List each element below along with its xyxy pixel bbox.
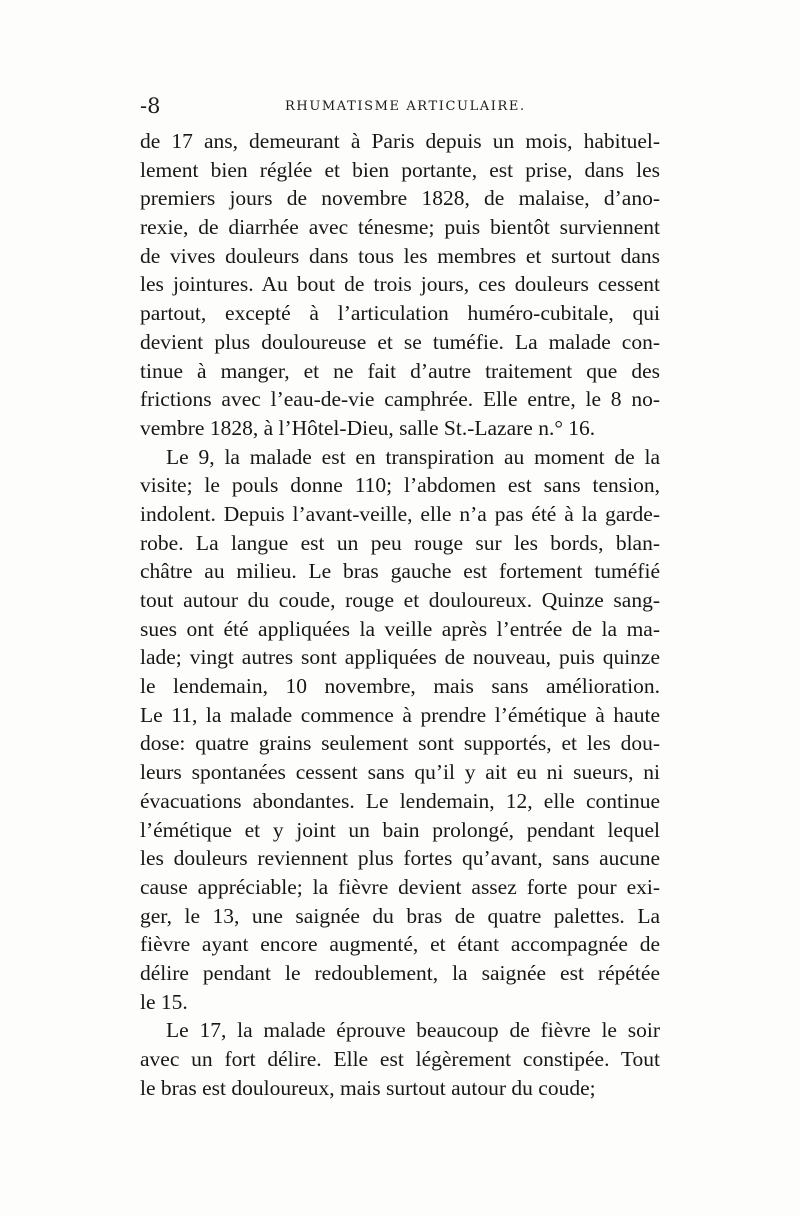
text-line: l’émétique et y joint un bain prolongé, pendant lequel <box>140 817 660 842</box>
text-line: tout autour du coude, rouge et douloureux. Quinze sang- <box>140 588 660 612</box>
text-line: robe. La langue est un peu rouge sur les bords, blan- <box>140 530 660 555</box>
text-line: frictions avec l’eau-de-vie camphrée. Elle entre, le 8 no- <box>140 387 660 412</box>
body-text <box>140 127 660 1102</box>
text-line: évacuations abondantes. Le lendemain, 12, elle continue <box>140 788 660 813</box>
text-line: les douleurs reviennent plus fortes qu’avant, sans aucune <box>140 846 660 871</box>
text-line: indolent. Depuis l’avant-veille, elle n’a pas été à la garde- <box>140 501 660 526</box>
text-line: premiers jours de novembre 1828, de malaise, d’ano- <box>140 186 660 211</box>
text-line: lade; vingt autres sont appliquées de nouveau, puis quinze <box>140 645 660 670</box>
text-line: Le 11, la malade commence à prendre l’émétique à haute <box>140 702 660 727</box>
text-line: de vives douleurs dans tous les membres et surtout dans <box>140 243 660 268</box>
text-line: délire pendant le redoublement, la saignée est répétée <box>140 960 660 985</box>
text-line: rexie, de diarrhée avec ténesme; puis bientôt surviennent <box>140 215 660 240</box>
running-head: RHUMATISME ARTICULAIRE. <box>285 99 526 114</box>
text-line: vembre 1828, à l’Hôtel-Dieu, salle St.-Lazare n.° 16. <box>140 415 596 440</box>
page-number: -8 <box>140 94 161 118</box>
text-line: le 15. <box>140 989 188 1014</box>
paragraph <box>140 127 660 443</box>
text-line: dose: quatre grains seulement sont supportés, et les dou- <box>140 731 660 756</box>
text-line: le bras est douloureux, mais surtout autour du coude; <box>140 1075 596 1100</box>
page-header <box>140 94 660 118</box>
text-line: ger, le 13, une saignée du bras de quatre palettes. La <box>140 903 660 928</box>
text-line: cause appréciable; la fièvre devient assez forte pour exi- <box>140 874 660 899</box>
text-line: leurs spontanées cessent sans qu’il y ait eu ni sueurs, ni <box>140 760 660 785</box>
text-line: partout, excepté à l’articulation huméro-cubitale, qui <box>140 301 660 326</box>
text-line: fièvre ayant encore augmenté, et étant accompagnée de <box>140 932 660 957</box>
paragraph <box>140 443 660 1017</box>
text-line: lement bien réglée et bien portante, est prise, dans les <box>140 157 660 182</box>
text-line: de 17 ans, demeurant à Paris depuis un mois, habituel- <box>140 129 660 153</box>
text-line: le lendemain, 10 novembre, mais sans amélioration. <box>140 674 660 699</box>
text-line: visite; le pouls donne 110; l’abdomen est sans tension, <box>140 473 660 498</box>
text-line: devient plus douloureuse et se tuméfie. La malade con- <box>140 329 660 354</box>
text-line: tinue à manger, et ne fait d’autre traitement que des <box>140 358 660 383</box>
text-line: avec un fort délire. Elle est légèrement constipée. Tout <box>140 1047 660 1071</box>
text-line: châtre au milieu. Le bras gauche est fortement tuméfié <box>140 559 660 584</box>
text-line: Le 9, la malade est en transpiration au moment de la <box>166 444 660 469</box>
text-line: sues ont été appliquées la veille après l’entrée de la ma- <box>140 616 660 641</box>
text-line: Le 17, la malade éprouve beaucoup de fièvre le soir <box>166 1018 660 1043</box>
text-line: les jointures. Au bout de trois jours, ces douleurs cessent <box>140 272 660 297</box>
paragraph <box>140 1016 660 1102</box>
